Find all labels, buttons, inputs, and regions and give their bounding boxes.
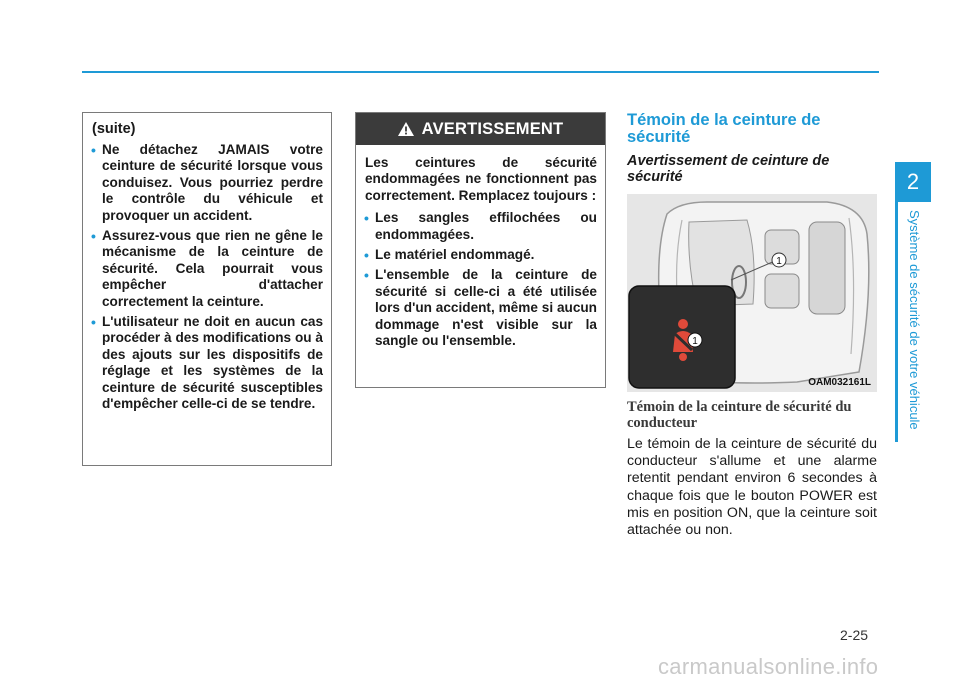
box-heading: (suite) — [92, 121, 136, 137]
bullet-icon: • — [364, 267, 369, 284]
header-rule — [82, 71, 879, 73]
list-item: • Assurez-vous que rien ne gêne le mécanisme de la ceinture de sécurité. Cela pourrait vous empêcher d'attacher correctement la ceinture. — [91, 228, 323, 309]
list-item: • L'ensemble de la ceinture de sécurité si celle-ci a été utilisée lors d'un accident, même si aucun dommage n'est visible sur la sangle ou l'ensemble. — [364, 267, 597, 349]
list-item: • Le matériel endommagé. — [364, 247, 535, 264]
bullet-icon: • — [364, 210, 369, 227]
warning-label: AVERTISSEMENT — [421, 119, 564, 138]
bullet-icon: • — [364, 247, 369, 264]
chapter-number-tab: 2 — [895, 162, 931, 202]
warning-triangle-icon — [398, 122, 414, 136]
bullet-icon: • — [91, 314, 96, 331]
page-number: 2-25 — [840, 627, 869, 643]
bullet-icon: • — [91, 142, 96, 158]
car-interior-illustration — [627, 194, 877, 392]
section-title: Témoin de la ceinture de sécurité — [627, 111, 821, 146]
callout-number: 1 — [692, 336, 698, 347]
seatbelt-indicator-figure — [627, 194, 877, 392]
list-item: • Les sangles effilochées ou endommagées. — [364, 210, 597, 242]
warning-header — [356, 113, 605, 145]
continued-warning-box — [82, 112, 332, 466]
list-item: • L'utilisateur ne doit en aucun cas procéder à des modifications ou à des ajouts sur les dispositifs de réglage et les systèmes de la ceinture de sécurité susceptibles d'empêcher celle-ci de se tendre. — [91, 314, 323, 412]
bullet-icon: • — [91, 228, 96, 245]
chapter-title: Système de sécurité de votre véhicule — [907, 210, 922, 430]
warning-list — [92, 142, 323, 413]
figure-code: OAM032161L — [808, 377, 871, 388]
warning-list — [365, 210, 597, 349]
list-item: • Ne détachez JAMAIS votre ceinture de sécurité lorsque vous conduisez. Vous pourriez perdre le contrôle du véhicule et provoquer un accident. — [91, 142, 323, 223]
watermark: carmanualsonline.info — [658, 654, 879, 679]
subsection-heading: Témoin de la ceinture de sécurité du conducteur — [627, 399, 852, 431]
body-paragraph: Le témoin de la ceinture de sécurité du conducteur s'allume et une alarme retentit pendant environ 6 secondes à chaque fois que le bouton POWER est mis en position ON, que la ceinture soit attachée ou non. — [627, 436, 877, 539]
chapter-sidebar-bar — [895, 202, 898, 442]
section-subtitle: Avertissement de ceinture de sécurité — [627, 153, 830, 185]
callout-number: 1 — [776, 256, 782, 267]
warning-intro: Les ceintures de sécurité endommagées ne fonctionnent pas correctement. Remplacez toujours : — [365, 155, 597, 203]
warning-box — [355, 112, 606, 388]
